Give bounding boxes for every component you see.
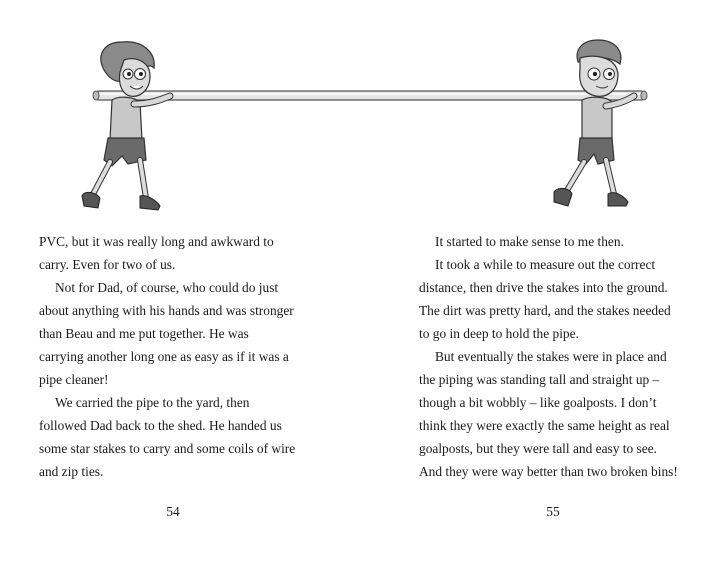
body-line: the piping was standing tall and straight up –	[419, 372, 660, 387]
body-line: followed Dad back to the shed. He handed us	[39, 418, 282, 433]
right-page	[363, 0, 726, 561]
body-line: carry. Even for two of us.	[39, 257, 176, 272]
body-line: distance, then drive the stakes into the ground.	[419, 280, 668, 295]
page-number: 54	[166, 504, 180, 519]
body-line: The dirt was pretty hard, and the stakes needed	[419, 303, 671, 318]
right-page-body	[419, 230, 691, 483]
body-line: But eventually the stakes were in place and	[435, 349, 667, 364]
body-line: think they were exactly the same height as real	[419, 418, 670, 433]
body-line: It started to make sense to me then.	[435, 234, 624, 249]
body-line: It took a while to measure out the correct	[435, 257, 656, 272]
body-line: about anything with his hands and was stronger	[39, 303, 294, 318]
body-line: pipe cleaner!	[39, 372, 109, 387]
body-line: carrying another long one as easy as if it was a	[39, 349, 289, 364]
body-line: And they were way better than two broken bins!	[419, 464, 678, 479]
body-line: and zip ties.	[39, 464, 104, 479]
body-line: than Beau and me put together. He was	[39, 326, 249, 341]
page-number: 55	[546, 504, 560, 519]
body-line: Not for Dad, of course, who could do just	[55, 280, 279, 295]
body-line: though a bit wobbly – like goalposts. I don’t	[419, 395, 657, 410]
body-line: We carried the pipe to the yard, then	[55, 395, 250, 410]
body-line: to go in deep to hold the pipe.	[419, 326, 579, 341]
body-line: goalposts, but they were tall and easy to see.	[419, 441, 657, 456]
body-line: PVC, but it was really long and awkward to	[39, 234, 274, 249]
left-page-body	[39, 230, 311, 483]
body-line: some star stakes to carry and some coils of wire	[39, 441, 296, 456]
